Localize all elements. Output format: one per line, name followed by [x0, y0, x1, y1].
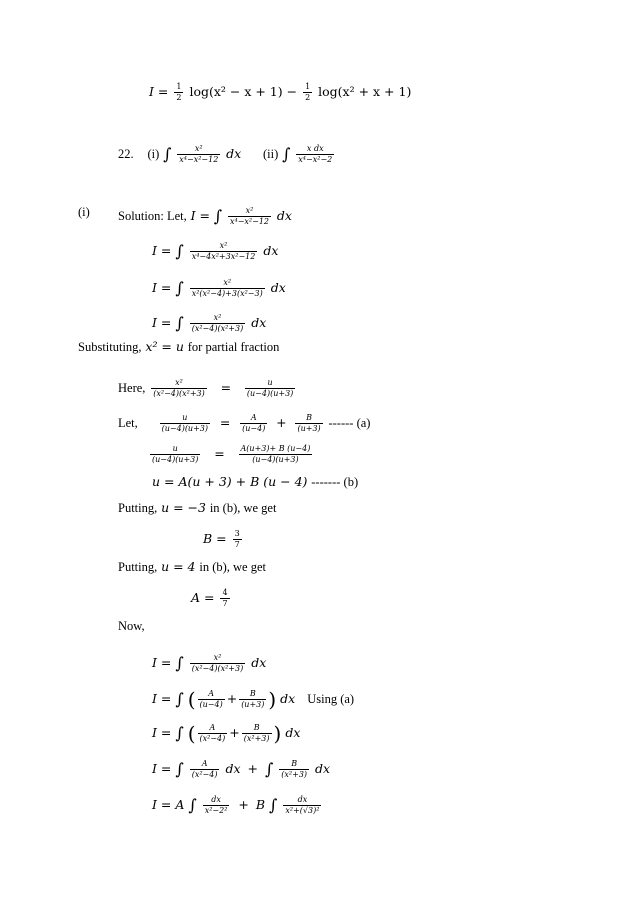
final-row-1: I = ∫ $\frac{\text{x²}}{\text{(x²−4)(x²+3)}}$ dx: [152, 653, 267, 673]
putting-1: Putting, u = −3 in (b), we get: [118, 500, 277, 515]
log-term-2: log(x² + x + 1): [318, 84, 412, 99]
problem-part-ii-label: (ii): [263, 147, 279, 161]
solution-intro: [118, 206, 292, 227]
final-row-5: I = A ∫ $\frac{dx}{\text{x²−2²}}$ + B ∫ $\frac{dx}{\text{x²+(√3)²}}$: [152, 795, 320, 815]
combine-line: [148, 444, 314, 465]
step-3: [152, 278, 286, 299]
step-2-lhs: I =: [152, 243, 172, 258]
integral-sign: ∫: [264, 759, 274, 779]
now-text: Now,: [118, 619, 145, 633]
problem-ii-fraction: $\frac{\text{x dx}}{\text{x⁴−x²−2}}$: [298, 144, 333, 164]
let-left-fraction: $\frac{u}{(u-4)(u+3)}$: [161, 413, 208, 433]
equals-sign: =: [219, 415, 231, 430]
right-paren: ): [268, 687, 277, 712]
log-term-1: log(x² − x + 1) −: [189, 84, 298, 99]
integral-sign: ∫: [163, 144, 172, 164]
here-right-fraction: $\frac{u}{(u-4)(u+3)}$: [246, 378, 294, 398]
eq-b: u = A(u + 3) + B (u − 4): [152, 474, 308, 489]
final-row-1-fraction: $\frac{\text{x²}}{\text{(x²−4)(x²+3)}}$: [191, 653, 244, 673]
let-text: Let,: [118, 416, 138, 430]
right-paren: ): [273, 721, 282, 746]
equation-tag-b: ------- (b): [311, 475, 359, 489]
putting-2-eq: u = 4: [161, 559, 196, 574]
final-row-3: I = ∫ ( $\frac{A}{\text{(x²−4)}}$ + $\frac{B}{\text{(x²+3)}}$ ) dx: [152, 721, 301, 746]
A-fraction: $\frac{4}{7}$: [222, 588, 228, 608]
step-2: [152, 241, 278, 262]
integral-sign: ∫: [213, 206, 223, 226]
here-line: [118, 378, 297, 399]
result-line: [149, 82, 411, 103]
here-text: Here,: [118, 381, 146, 395]
final-row-3-B: $\frac{B}{\text{(x²+3)}}$: [243, 723, 270, 743]
problem-22: [118, 144, 336, 165]
solution-dx: dx: [276, 208, 292, 223]
integral-sign: ∫: [282, 144, 291, 164]
integral-sign: ∫: [175, 723, 184, 743]
combine-left-fraction: $\frac{u}{(u-4)(u+3)}$: [152, 444, 199, 464]
final-row-2-A: $\frac{A}{(u-4)}$: [199, 689, 223, 709]
step-4: [152, 313, 266, 334]
left-paren: (: [187, 721, 196, 746]
final-row-3-A: $\frac{A}{\text{(x²−4)}}$: [199, 723, 226, 743]
putting-2: Putting, u = 4 in (b), we get: [118, 559, 266, 574]
plus-sign: +: [276, 415, 287, 430]
step-4-lhs: I =: [152, 315, 172, 330]
integral-sign: ∫: [175, 278, 184, 298]
using-a-note: Using (a): [307, 692, 355, 706]
step-4-fraction: $\frac{\text{x²}}{\text{(x²−4)(x²+3)}}$: [191, 313, 244, 333]
substituting-eq: x² = u: [145, 339, 184, 354]
fraction-half: $\frac{1}{2}$: [176, 82, 182, 102]
substituting-line: [78, 341, 279, 354]
problem-i-dx: dx: [226, 146, 242, 161]
left-paren: (: [187, 687, 196, 712]
A-value: A = $\frac{4}{7}$: [191, 588, 228, 608]
step-3-fraction: $\frac{\text{x²}}{\text{x²(x²−4)+3(x²−3)}}$: [191, 278, 263, 298]
integral-sign: ∫: [175, 313, 184, 333]
let-a-line: [118, 413, 370, 434]
equals-sign: =: [220, 380, 232, 395]
equals-sign: =: [214, 446, 225, 461]
substituting-text: Substituting,: [78, 340, 142, 354]
step-2-dx: dx: [263, 243, 279, 258]
equation-tag-a: ------ (a): [328, 416, 371, 430]
integral-sign: ∫: [175, 653, 184, 673]
integral-sign: ∫: [175, 241, 184, 261]
putting-1-eq: u = −3: [161, 500, 206, 515]
eq-b-line: [152, 476, 358, 489]
let-B-fraction: $\frac{B}{(u+3)}$: [297, 413, 321, 433]
solution-lhs: I =: [190, 208, 210, 223]
integral-sign: ∫: [188, 795, 197, 815]
final-row-4-A: $\frac{A}{\text{(x²−4)}}$: [191, 759, 218, 779]
here-left-fraction: $\frac{\text{x²}}{\text{(x²−4)(x²+3)}}$: [153, 378, 205, 398]
integral-sign: ∫: [175, 759, 184, 779]
solution-label: (i): [78, 205, 90, 219]
step-2-fraction: $\frac{\text{x²}}{\text{x⁴−4x²+3x²−12}}$: [191, 241, 256, 261]
B-fraction: $\frac{3}{7}$: [234, 529, 240, 549]
B-value: B = $\frac{3}{7}$: [203, 529, 240, 549]
final-row-2-B: $\frac{B}{(u+3)}$: [241, 689, 265, 709]
final-row-4: I = ∫ $\frac{A}{\text{(x²−4)}}$ dx + ∫ $\frac{B}{\text{(x²+3)}}$ dx: [152, 759, 331, 779]
substituting-tail: for partial fraction: [187, 340, 280, 354]
final-row-5-B: $\frac{dx}{\text{x²+(√3)²}}$: [285, 795, 320, 815]
step-4-dx: dx: [251, 315, 267, 330]
problem-number: 22.: [118, 147, 134, 161]
final-row-4-B: $\frac{B}{\text{(x²+3)}}$: [281, 759, 308, 779]
problem-part-i-label: (i): [147, 147, 160, 161]
combine-right-fraction: $\frac{A(u+3)+ B (u-4)}{(u-4)(u+3)}$: [240, 444, 311, 464]
solution-fraction: $\frac{\text{x²}}{\text{x⁴−x²−12}}$: [229, 206, 269, 226]
solution-text: Solution: Let,: [118, 209, 187, 223]
step-3-lhs: I =: [152, 280, 172, 295]
fraction-half-2: $\frac{1}{2}$: [305, 82, 311, 102]
final-row-2: I = ∫ ( $\frac{A}{(u-4)}$ + $\frac{B}{(u+3)}$ ) dx Using (a): [152, 687, 355, 712]
integral-sign: ∫: [175, 689, 184, 709]
final-row-5-A: $\frac{dx}{\text{x²−2²}}$: [204, 795, 228, 815]
integral-sign: ∫: [269, 795, 278, 815]
let-A-fraction: $\frac{A}{(u-4)}$: [242, 413, 266, 433]
result-lhs: I =: [149, 84, 169, 99]
step-3-dx: dx: [270, 280, 286, 295]
problem-i-fraction: $\frac{\text{x²}}{\text{x⁴−x²−12}}$: [179, 144, 219, 164]
